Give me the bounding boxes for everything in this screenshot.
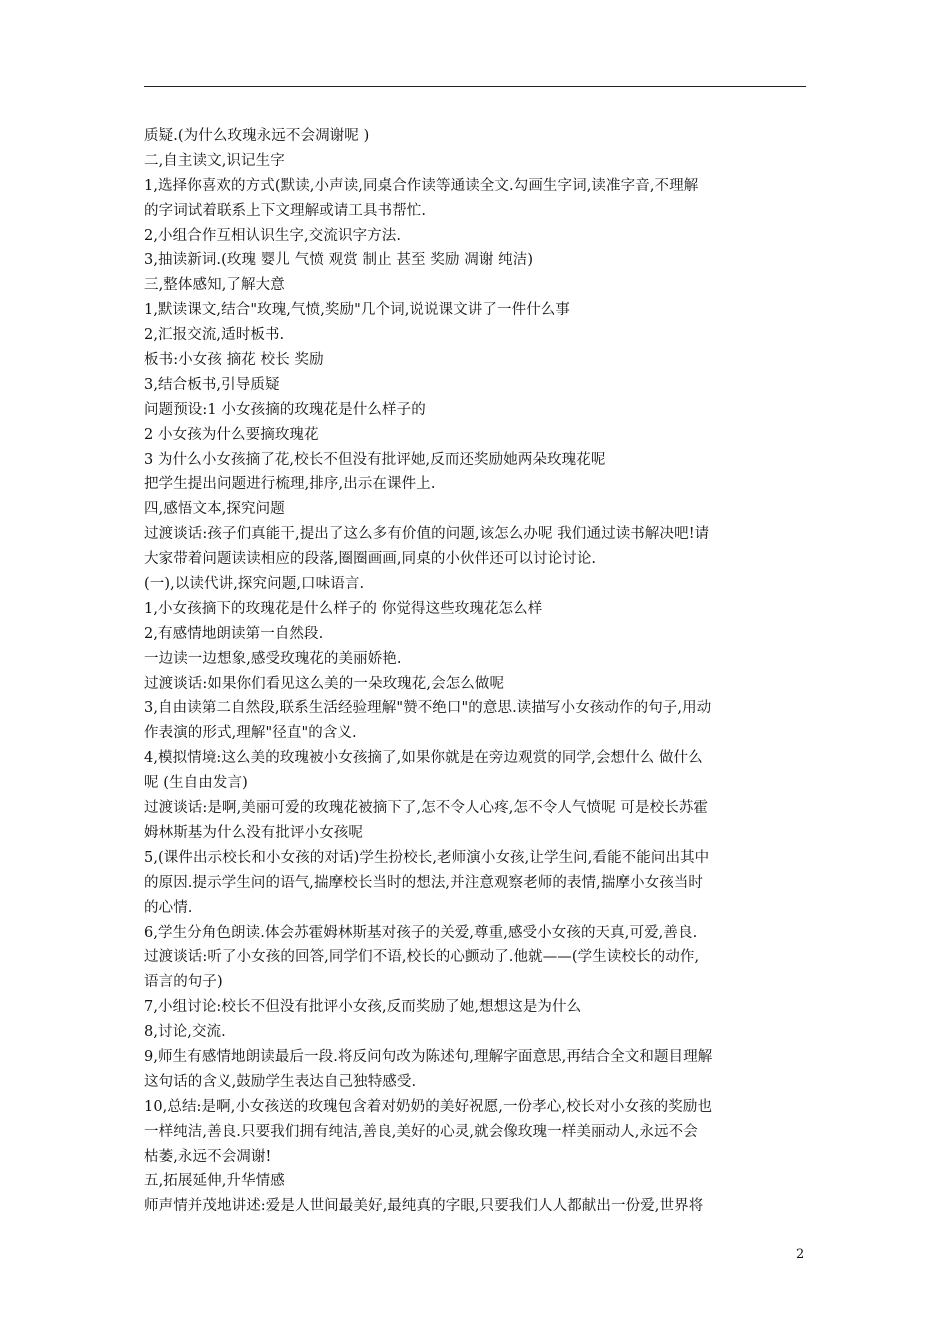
text-line: 3,抽读新词.(玫瑰 婴儿 气愤 观赏 制止 甚至 奖励 凋谢 纯洁) bbox=[144, 252, 534, 269]
text-line: 质疑.(为什么玫瑰永远不会凋谢呢 ) bbox=[144, 128, 370, 144]
section-heading: 四,感悟文本,探究问题 bbox=[144, 501, 285, 518]
text-line: 的心情. bbox=[144, 899, 193, 916]
section-heading: 二,自主读文,识记生字 bbox=[144, 152, 285, 169]
text-line: 2,小组合作互相认识生字,交流识字方法. bbox=[144, 227, 402, 244]
text-line: 3 为什么小女孩摘了花,校长不但没有批评她,反而还奖励她两朵玫瑰花呢 bbox=[144, 451, 606, 468]
text-line: 板书:小女孩 摘花 校长 奖励 bbox=[144, 352, 324, 369]
text-line: 10,总结:是啊,小女孩送的玫瑰包含着对奶奶的美好祝愿,一份孝心,校长对小女孩的奖励也 bbox=[144, 1098, 713, 1115]
text-line: 4,模拟情境:这么美的玫瑰被小女孩摘了,如果你就是在旁边观赏的同学,会想什么 做什么 bbox=[144, 750, 703, 767]
text-line: 6,学生分角色朗读.体会苏霍姆林斯基对孩子的关爱,尊重,感受小女孩的天真,可爱,善良. bbox=[144, 924, 698, 941]
text-line: 2,有感情地朗读第一自然段. bbox=[144, 625, 324, 642]
text-line: 枯萎,永远不会凋谢! bbox=[144, 1148, 272, 1165]
text-line: 把学生提出问题进行梳理,排序,出示在课件上. bbox=[144, 476, 436, 493]
text-line: 9,师生有感情地朗读最后一段.将反问句改为陈述句,理解字面意思,再结合全文和题目理解 bbox=[144, 1048, 713, 1065]
text-line: 过渡谈话:是啊,美丽可爱的玫瑰花被摘下了,怎不令人心疼,怎不令人气愤呢 可是校长苏霍 bbox=[144, 800, 709, 817]
text-line: 过渡谈话:如果你们看见这么美的一朵玫瑰花,会怎么做呢 bbox=[144, 675, 505, 692]
page-number: 2 bbox=[796, 1247, 805, 1262]
header-rule bbox=[144, 86, 806, 87]
text-line: 一边读一边想象,感受玫瑰花的美丽娇艳. bbox=[144, 650, 402, 667]
text-line: 这句话的含义,鼓励学生表达自己独特感受. bbox=[144, 1073, 417, 1090]
text-line: 一样纯洁,善良.只要我们拥有纯洁,善良,美好的心灵,就会像玫瑰一样美丽动人,永远不会 bbox=[144, 1123, 698, 1140]
text-line: 呢 (生自由发言) bbox=[144, 775, 248, 792]
document-body bbox=[144, 124, 816, 1219]
section-heading: 五,拓展延伸,升华情感 bbox=[144, 1173, 285, 1190]
section-heading: 三,整体感知,了解大意 bbox=[144, 277, 285, 294]
text-line: 师声情并茂地讲述:爱是人世间最美好,最纯真的字眼,只要我们人人都献出一份爱,世界将 bbox=[144, 1198, 704, 1215]
text-line: 的字词试着联系上下文理解或请工具书帮忙. bbox=[144, 202, 427, 219]
text-line: 过渡谈话:听了小女孩的回答,同学们不语,校长的心颤动了.他就——(学生读校长的动作, bbox=[144, 949, 700, 966]
text-line: 语言的句子) bbox=[144, 974, 223, 991]
text-line: 8,讨论,交流. bbox=[144, 1024, 226, 1041]
text-line: 1,选择你喜欢的方式(默读,小声读,同桌合作读等通读全文.勾画生字词,读准字音,不理解 bbox=[144, 177, 699, 194]
text-line: 大家带着问题读读相应的段落,圈圈画画,同桌的小伙伴还可以讨论讨论. bbox=[144, 551, 597, 568]
text-line: 7,小组讨论:校长不但没有批评小女孩,反而奖励了她,想想这是为什么 bbox=[144, 999, 582, 1016]
text-line: 1,小女孩摘下的玫瑰花是什么样子的 你觉得这些玫瑰花怎么样 bbox=[144, 600, 543, 617]
text-line: 作表演的形式,理解"径直"的含义. bbox=[144, 725, 357, 742]
text-line: 姆林斯基为什么没有批评小女孩呢 bbox=[144, 824, 363, 841]
text-line: 2 小女孩为什么要摘玫瑰花 bbox=[144, 426, 319, 443]
text-line: 的原因.提示学生问的语气,揣摩校长当时的想法,并注意观察老师的表情,揣摩小女孩当时 bbox=[144, 874, 704, 891]
text-line: 2,汇报交流,适时板书. bbox=[144, 327, 285, 344]
subsection-heading: (一),以读代讲,探究问题,口味语言. bbox=[144, 576, 365, 593]
text-line: 3,结合板书,引导质疑 bbox=[144, 376, 280, 393]
text-line: 5,(课件出示校长和小女孩的对话)学生扮校长,老师演小女孩,让学生问,看能不能问出其中 bbox=[144, 849, 710, 866]
text-line: 1,默读课文,结合"玫瑰,气愤,奖励"几个词,说说课文讲了一件什么事 bbox=[144, 302, 571, 319]
text-line: 3,自由读第二自然段,联系生活经验理解"赞不绝口"的意思.读描写小女孩动作的句子,用动 bbox=[144, 700, 712, 717]
text-line: 过渡谈话:孩子们真能干,提出了这么多有价值的问题,该怎么办呢 我们通过读书解决吧!请 bbox=[144, 526, 710, 543]
text-line: 问题预设:1 小女孩摘的玫瑰花是什么样子的 bbox=[144, 401, 426, 418]
